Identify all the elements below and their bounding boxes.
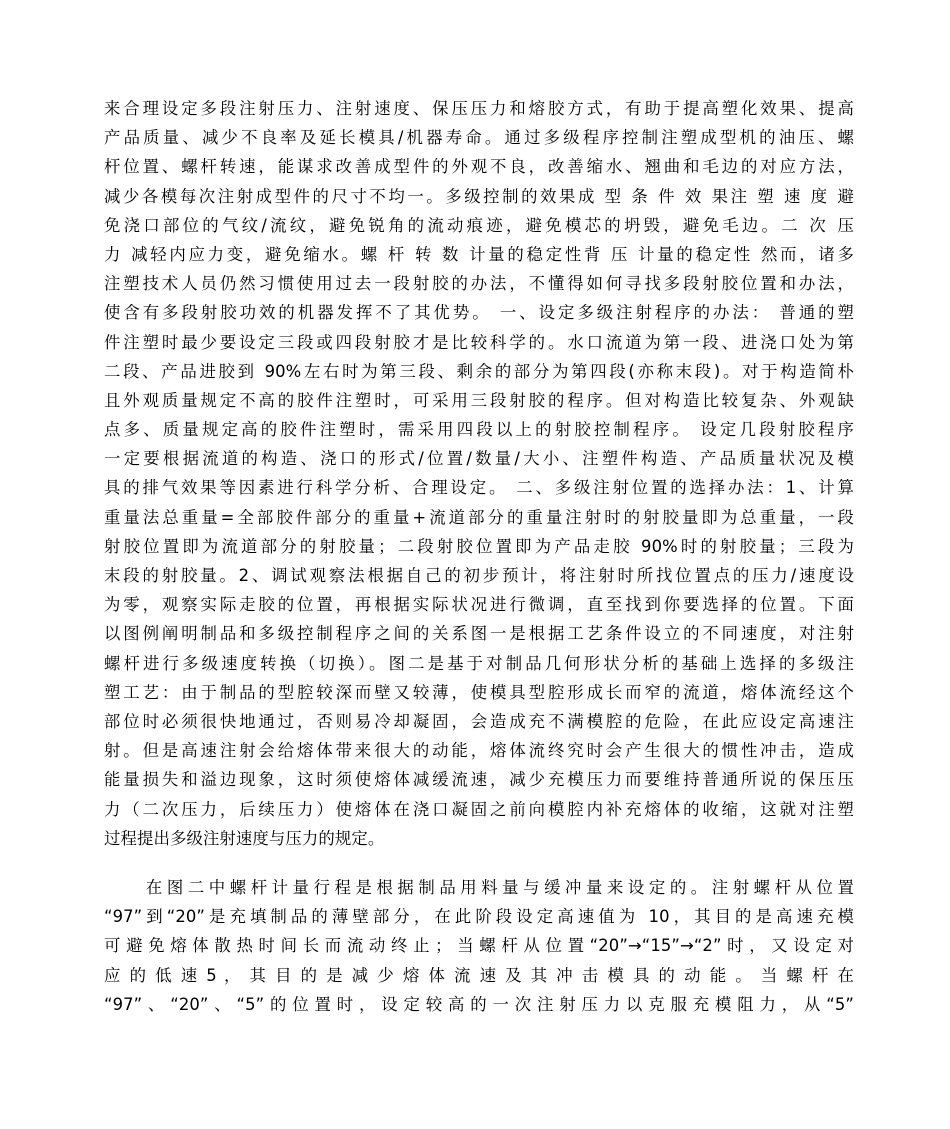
text-line: 产品质量、减少不良率及延长模具/机器寿命。通过多级程序控制注塑成型机的油压、螺 xyxy=(104,128,854,148)
text-line: “97”、“20”、“5”的位置时，设定较高的一次注射压力以克服充模阻力，从“5” xyxy=(104,994,854,1014)
body-paragraph-2 xyxy=(104,873,854,1019)
text-line: 螺杆进行多级速度转换（切换）。图二是基于对制品几何形状分析的基础上选择的多级注 xyxy=(104,653,854,673)
body-paragraph-1 xyxy=(104,94,854,853)
text-line: 射。但是高速注射会给熔体带来很大的动能，熔体流终究时会产生很大的惯性冲击，造成 xyxy=(104,741,854,761)
text-line: “97”到“20”是充填制品的薄壁部分，在此阶段设定高速值为 10，其目的是高速充模 xyxy=(104,907,854,927)
text-line: 杆位置、螺杆转速，能谋求改善成型件的外观不良，改善缩水、翘曲和毛边的对应方法， xyxy=(104,157,854,177)
text-line: 减少各模每次注射成型件的尺寸不均一。多级控制的效果成 型 条 件 效 果注 塑 速 度 避 xyxy=(104,186,854,206)
text-line: 塑工艺：由于制品的型腔较深而壁又较薄，使模具型腔形成长而窄的流道，熔体流经这个 xyxy=(104,682,854,702)
text-line: 具的排气效果等因素进行科学分析、合理设定。 二、多级注射位置的选择办法：1、计算 xyxy=(104,478,854,498)
text-line: 来合理设定多段注射压力、注射速度、保压压力和熔胶方式，有助于提高塑化效果、提高 xyxy=(104,99,854,118)
text-line: 力 减轻内应力变，避免缩水。螺 杆 转 数 计量的稳定性背 压 计量的稳定性 然而，诸多 xyxy=(104,244,854,264)
text-line: 且外观质量规定不高的胶件注塑时，可采用三段射胶的程序。但对构造比较复杂、外观缺 xyxy=(104,390,854,410)
text-line: 使含有多段射胶功效的机器发挥不了其优势。 一、设定多级注射程序的办法： 普通的塑 xyxy=(104,303,854,323)
text-line: 过程提出多级注射速度与压力的规定。 xyxy=(104,828,385,848)
text-line: 重量法总重量=全部胶件部分的重量+流道部分的重量注射时的射胶量即为总重量，一段 xyxy=(104,507,854,527)
text-line: 力（二次压力，后续压力）使熔体在浇口凝固之前向模腔内补充熔体的收缩，这就对注塑 xyxy=(104,799,854,819)
text-line: 在图二中螺杆计量行程是根据制品用料量与缓冲量来设定的。注射螺杆从位置 xyxy=(104,878,854,897)
text-line: 部位时必须很快地通过，否则易冷却凝固，会造成充不满模腔的危险，在此应设定高速注 xyxy=(104,711,854,731)
text-line: 件注塑时最少要设定三段或四段射胶才是比较科学的。水口流道为第一段、进浇口处为第 xyxy=(104,332,854,352)
text-line: 一定要根据流道的构造、浇口的形式/位置/数量/大小、注塑件构造、产品质量状况及模 xyxy=(104,449,854,469)
text-line: 以图例阐明制品和多级控制程序之间的关系图一是根据工艺条件设立的不同速度，对注射 xyxy=(104,624,854,644)
text-line: 射胶位置即为流道部分的射胶量；二段射胶位置即为产品走胶 90%时的射胶量；三段为 xyxy=(104,536,854,556)
text-line: 注塑技术人员仍然习惯使用过去一段射胶的办法，不懂得如何寻找多段射胶位置和办法， xyxy=(104,274,854,294)
text-line: 能量损失和溢边现象，这时须使熔体减缓流速，减少充模压力而要维持普通所说的保压压 xyxy=(104,770,854,790)
text-line: 二段、产品进胶到 90%左右时为第三段、剩余的部分为第四段(亦称末段)。对于构造简朴 xyxy=(104,361,854,381)
text-line: 可避免熔体散热时间长而流动终止；当螺杆从位置“20”→“15”→“2”时，又设定对 xyxy=(104,936,854,956)
text-line: 应 的 低 速 5 ， 其 目 的 是 减 少 熔 体 流 速 及 其 冲 击 模 具 的 动 能 。 当 螺 杆 在 xyxy=(104,965,854,985)
text-line: 末段的射胶量。2、调试观察法根据自己的初步预计，将注射时所找位置点的压力/速度设 xyxy=(104,566,854,585)
text-line: 免浇口部位的气纹/流纹，避免锐角的流动痕迹，避免模芯的坍毁，避免毛边。二 次 压 xyxy=(104,215,854,235)
text-line: 点多、质量规定高的胶件注塑时，需采用四段以上的射胶控制程序。 设定几段射胶程序 xyxy=(104,420,854,440)
text-line: 为零，观察实际走胶的位置，再根据实际状况进行微调，直至找到你要选择的位置。下面 xyxy=(104,595,854,615)
